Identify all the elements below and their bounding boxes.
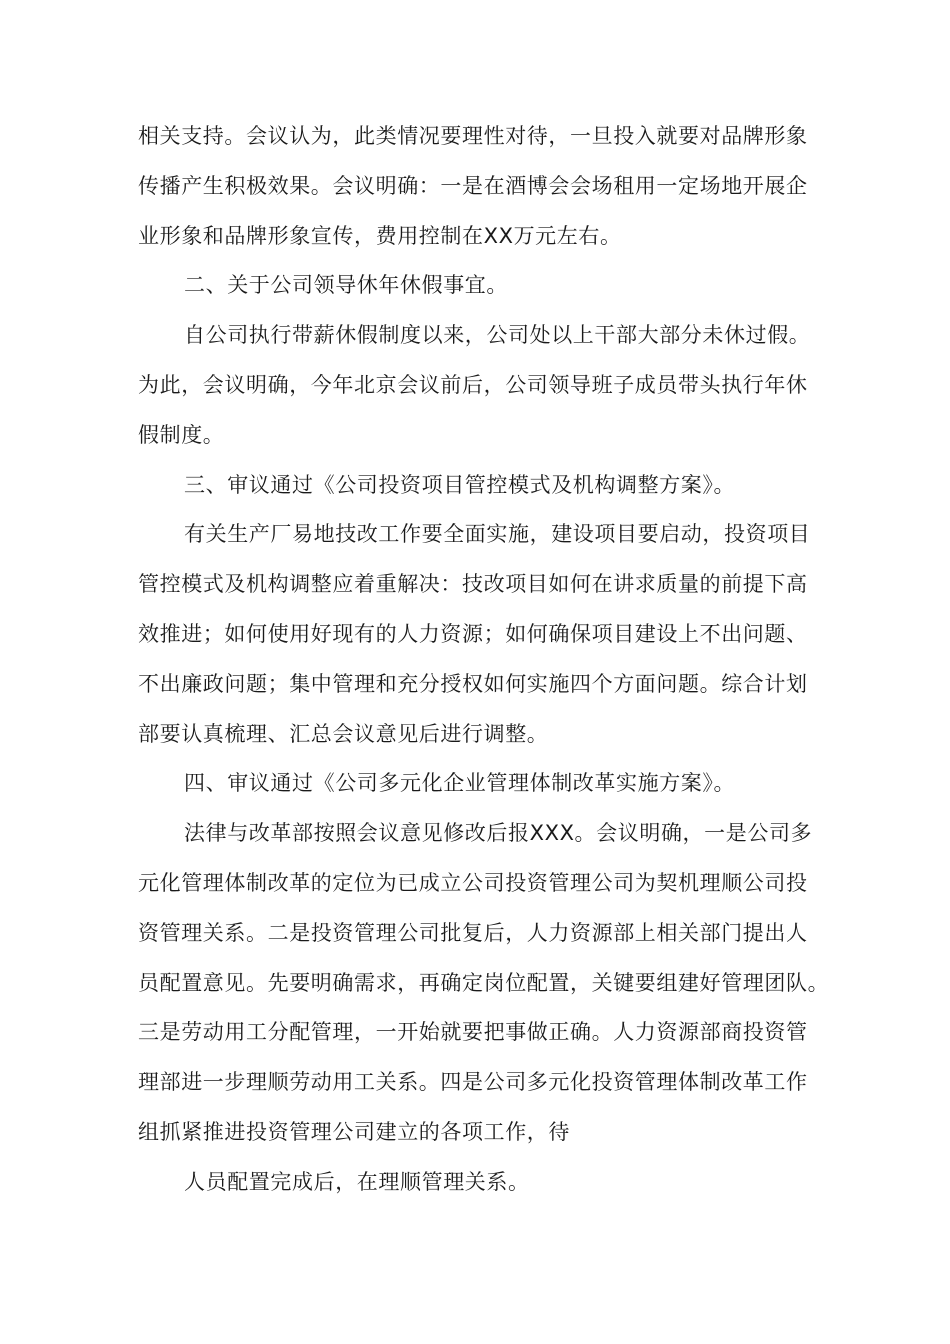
document-body <box>138 112 828 1208</box>
paragraph-start: 自公司执行带薪休假制度以来，公司处以上干部大部分未休过假。 <box>184 323 811 348</box>
section-heading-3: 三、审议通过《公司投资项目管控模式及机构调整方案》。 <box>184 472 736 497</box>
paragraph-start: 有关生产厂易地技改工作要全面实施，建设项目要启动，投资项目 <box>184 522 811 547</box>
text-line: 元化管理体制改革的定位为已成立公司投资管理公司为契机理顺公司投 <box>138 870 808 895</box>
text-line: 员配置意见。先要明确需求，再确定岗位配置，关键要组建好管理团队。 <box>138 970 830 995</box>
text-line: 效推进；如何使用好现有的人力资源；如何确保项目建设上不出问题、 <box>138 621 808 646</box>
text-line: 不出廉政问题；集中管理和充分授权如何实施四个方面问题。综合计划 <box>138 671 808 696</box>
section-heading-2: 二、关于公司领导休年休假事宜。 <box>184 273 508 298</box>
text-line: 假制度。 <box>138 422 225 447</box>
text-line: 业形象和品牌形象宣传，费用控制在XX万元左右。 <box>138 223 622 248</box>
text-line: 管控模式及机构调整应着重解决：技改项目如何在讲求质量的前提下高 <box>138 572 808 597</box>
text-line: 部要认真梳理、汇总会议意见后进行调整。 <box>138 721 549 746</box>
text-line: 理部进一步理顺劳动用工关系。四是公司多元化投资管理体制改革工作 <box>138 1070 808 1095</box>
paragraph-start: 法律与改革部按照会议意见修改后报XXX。会议明确，一是公司多 <box>184 821 813 846</box>
text-line: 相关支持。会议认为，此类情况要理性对待，一旦投入就要对品牌形象 <box>138 124 808 148</box>
text-line: 三是劳动用工分配管理，一开始就要把事做正确。人力资源部商投资管 <box>138 1020 808 1045</box>
section-heading-4: 四、审议通过《公司多元化企业管理体制改革实施方案》。 <box>184 771 736 796</box>
text-line: 资管理关系。二是投资管理公司批复后，人力资源部上相关部门提出人 <box>138 920 808 945</box>
text-line: 传播产生积极效果。会议明确：一是在酒博会会场租用一定场地开展企 <box>138 173 808 198</box>
paragraph-start: 人员配置完成后，在理顺管理关系。 <box>184 1169 530 1194</box>
text-line: 为此，会议明确，今年北京会议前后，公司领导班子成员带头执行年休 <box>138 372 808 397</box>
text-line: 组抓紧推进投资管理公司建立的各项工作，待 <box>138 1119 570 1144</box>
